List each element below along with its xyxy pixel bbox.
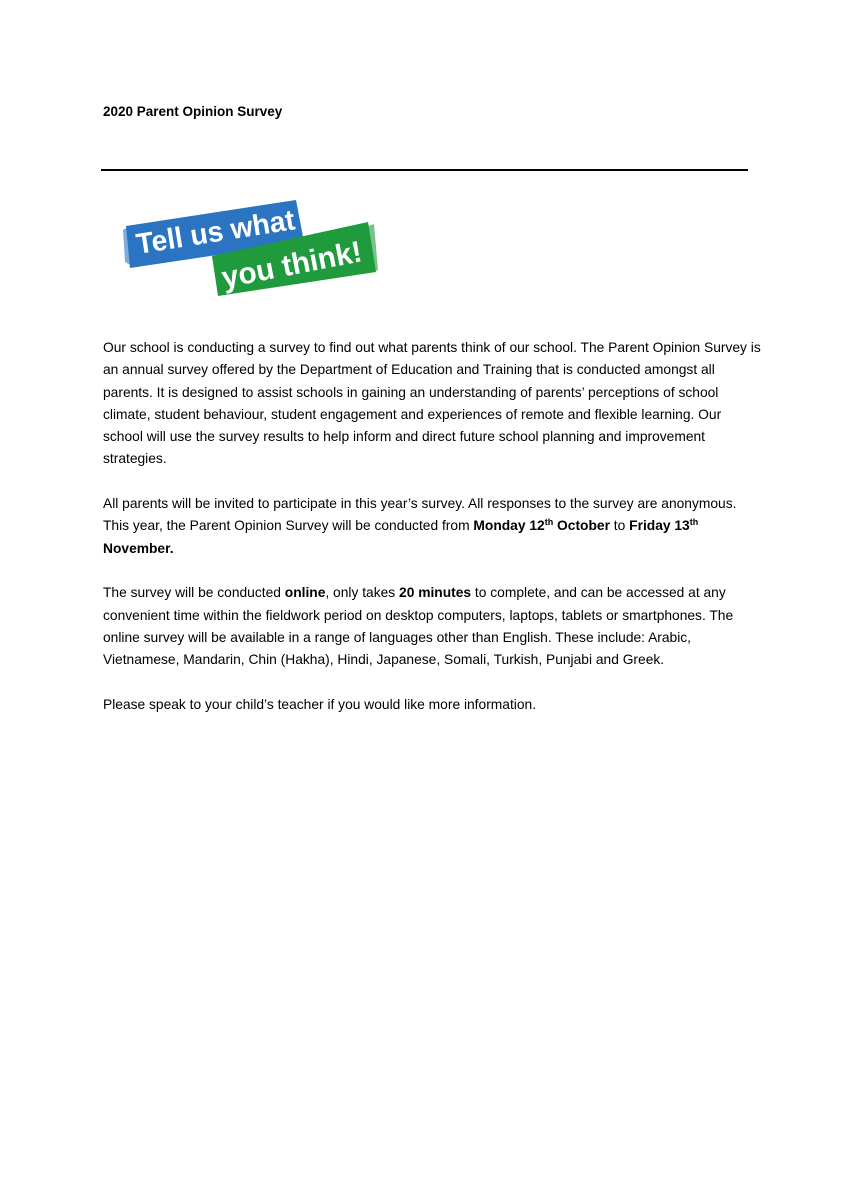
survey-duration: 20 minutes — [399, 585, 472, 601]
document-body — [103, 337, 763, 738]
logo-line-1: Tell us what — [134, 203, 301, 261]
survey-mode: online — [284, 585, 326, 601]
title-divider — [101, 169, 748, 171]
contact-paragraph: Please speak to your child’s teacher if you would like more information. — [103, 696, 537, 712]
survey-details-paragraph: The survey will be conducted online, only takes 20 minutes to complete, and can be accessed at any convenient time within the fieldwork period on desktop computers, laptops, tablets or smartphones. The online survey will be available in a range of languages other than English. These include: Arabic, Vietnamese, Mandarin, Chin (Hakha), Hindi, Japanese, Somali, Turkish, Punjabi and Greek. — [103, 585, 734, 668]
survey-end-date: Friday 13th November. — [103, 517, 699, 556]
participation-paragraph: All parents will be invited to participate in this year’s survey. All responses to the survey are anonymous. This year, the Parent Opinion Survey will be conducted from Monday 12th October to Friday 13th November. — [103, 496, 737, 556]
logo-line-2: you think! — [219, 235, 367, 295]
participation-text: All parents will be invited to participate in this year’s survey. All responses to the survey are anonymous. This year, the Parent Opinion Survey will be conducted from — [103, 496, 737, 534]
intro-paragraph: Our school is conducting a survey to find out what parents think of our school. The Parent Opinion Survey is an annual survey offered by the Department of Education and Training that is conducted amongst all parents. It is designed to assist schools in gaining an understanding of parents’ perceptions of school climate, student behaviour, student engagement and experiences of remote and flexible learning. Our school will use the survey results to help inform and direct future school planning and improvement strategies. — [103, 340, 761, 467]
survey-start-date: Monday 12th October — [473, 517, 610, 534]
tell-us-what-you-think-logo — [120, 196, 380, 304]
page-title: 2020 Parent Opinion Survey — [103, 104, 283, 119]
